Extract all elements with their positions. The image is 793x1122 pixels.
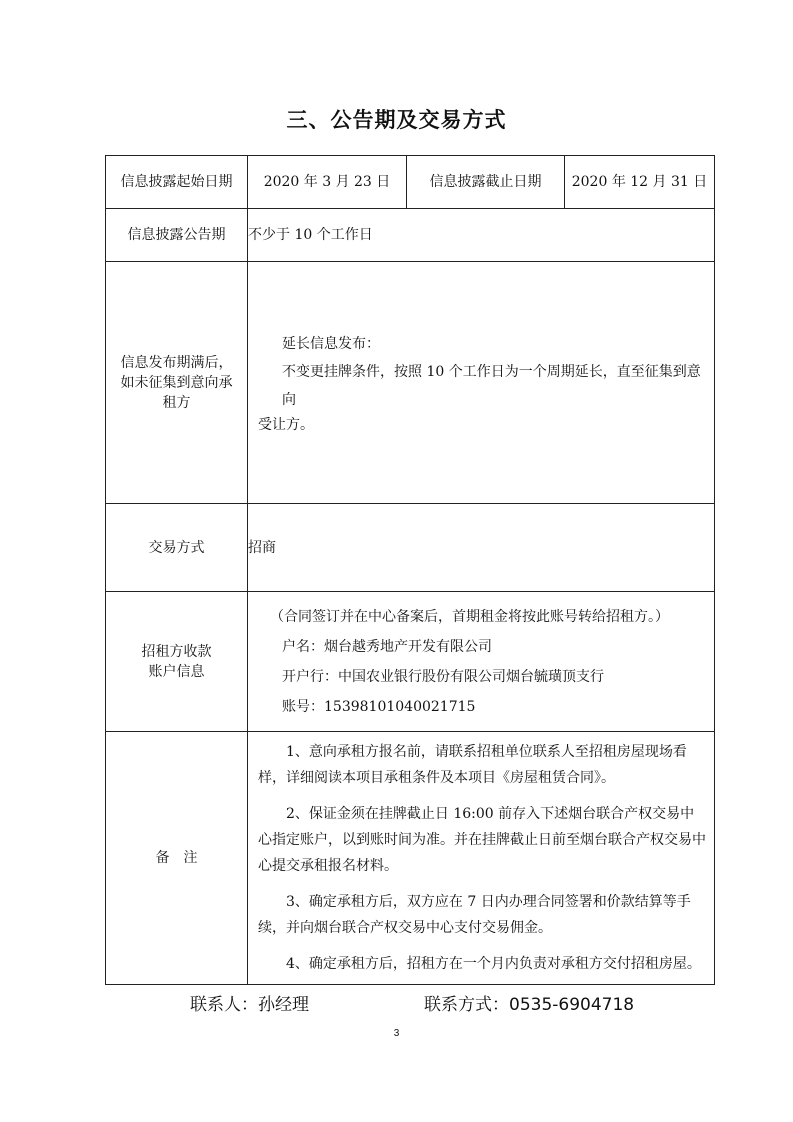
expiry-line: 延长信息发布：: [282, 335, 380, 352]
expiry-label-line: 信息发布期满后，: [120, 354, 233, 371]
expiry-label-line: 租方: [162, 394, 191, 411]
expiry-label: [106, 262, 248, 504]
disclosure-start-label: 信息披露起始日期: [106, 156, 248, 209]
table-row: [106, 156, 715, 209]
account-bank: 开户行：中国农业银行股份有限公司烟台毓璜顶支行: [282, 668, 604, 685]
table-row: [106, 732, 715, 985]
remark-item: 4、确定承租方后，招租方在一个月内负责对承租方交付招租房屋。: [286, 956, 701, 972]
expiry-line: 不变更挂牌条件，按照 10 个工作日为一个周期延长，直至征集到意向: [282, 363, 701, 408]
contact-person: 联系人：孙经理: [190, 995, 309, 1015]
expiry-label-line: 如未征集到意向承: [120, 374, 233, 391]
contact-phone: 联系方式：0535-6904718: [424, 995, 635, 1015]
account-label: [106, 592, 248, 732]
account-content: [248, 592, 715, 732]
table-row: [106, 209, 715, 262]
table-row: [106, 592, 715, 732]
remarks-label: 备 注: [106, 732, 248, 985]
table-row: [106, 504, 715, 592]
announce-period-value: 不少于 10 个工作日: [248, 209, 715, 262]
expiry-line: 受让方。: [258, 416, 314, 433]
table-row: [106, 262, 715, 504]
expiry-content: [248, 262, 715, 504]
account-number: 账号：15398101040021715: [282, 698, 476, 715]
page-number: 3: [393, 1028, 400, 1039]
account-name: 户名：烟台越秀地产开发有限公司: [282, 638, 492, 655]
page-title: 三、公告期及交易方式: [286, 108, 507, 132]
disclosure-start-value: 2020 年 3 月 23 日: [248, 156, 407, 209]
disclosure-end-label: 信息披露截止日期: [407, 156, 565, 209]
trade-mode-value: 招商: [248, 504, 715, 592]
remark-item: 3、确定承租方后，双方应在 7 日内办理合同签署和价款结算等手续，并向烟台联合产权交易中心支付交易佣金。: [258, 894, 691, 936]
remark-item: 2、保证金须在挂牌截止日 16:00 前存入下述烟台联合产权交易中心指定账户，以到账时间为准。并在挂牌截止日前至烟台联合产权交易中心提交承租报名材料。: [258, 806, 706, 874]
remarks-content: [248, 732, 715, 985]
announce-period-label: 信息披露公告期: [106, 209, 248, 262]
trade-mode-label: 交易方式: [106, 504, 248, 592]
info-table: [105, 155, 715, 985]
disclosure-end-value: 2020 年 12 月 31 日: [565, 156, 715, 209]
account-label-line: 账户信息: [148, 663, 205, 680]
account-note: （合同签订并在中心备案后，首期租金将按此账号转给招租方。）: [270, 608, 669, 625]
remark-item: 1、意向承租方报名前，请联系招租单位联系人至招租房屋现场看样，详细阅读本项目承租条件及本项目《房屋租赁合同》。: [258, 744, 687, 786]
account-label-line: 招租方收款: [141, 643, 212, 660]
